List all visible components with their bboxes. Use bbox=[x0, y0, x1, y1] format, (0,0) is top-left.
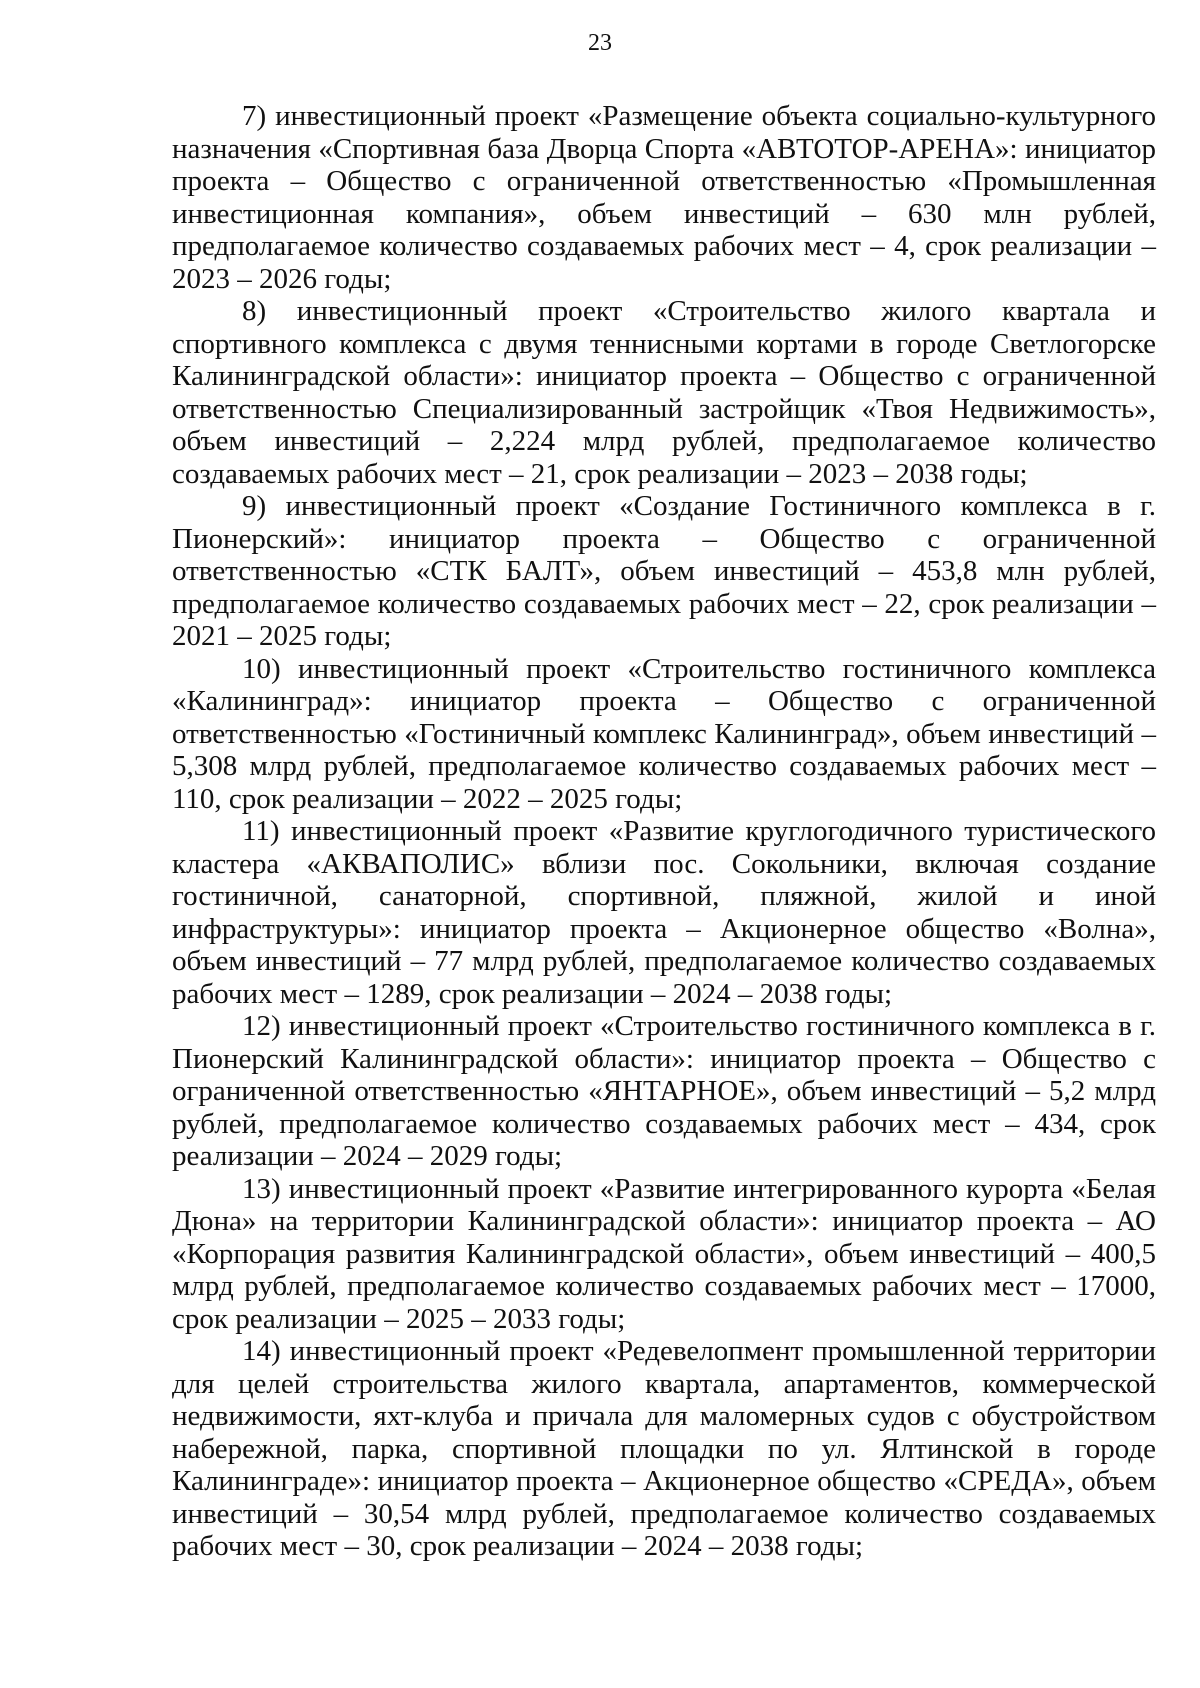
list-item-14: 14) инвестиционный проект «Редевелопмент промышленной территории для целей строительства жилого квартала, апартаментов, коммерческой недвижимости, яхт-клуба и причала для маломерных судов с обустройством набережной, парка, спортивной площадки по ул. Ялтинской в городе Калининграде»: инициатор проекта – Акционерное общество «СРЕДА», объем инвестиций – 30,54 млрд рублей, предполагаемое количество создаваемых рабочих мест – 30, срок реализации – 2024 – 2038 годы; bbox=[172, 1335, 1156, 1562]
list-item-8: 8) инвестиционный проект «Строительство жилого квартала и спортивного комплекса с двумя теннисными кортами в городе Светлогорске Калининградской области»: инициатор проекта – Общество с ограниченной ответственностью Специализированный застройщик «Твоя Недвижимость», объем инвестиций – 2,224 млрд рублей, предполагаемое количество создаваемых рабочих мест – 21, срок реализации – 2023 – 2038 годы; bbox=[172, 295, 1156, 490]
document-body bbox=[172, 100, 1156, 1563]
list-item-12: 12) инвестиционный проект «Строительство гостиничного комплекса в г. Пионерский Калининградской области»: инициатор проекта – Общество с ограниченной ответственностью «ЯНТАРНОЕ», объем инвестиций – 5,2 млрд рублей, предполагаемое количество создаваемых рабочих мест – 434, срок реализации – 2024 – 2029 годы; bbox=[172, 1010, 1156, 1172]
list-item-10: 10) инвестиционный проект «Строительство гостиничного комплекса «Калининград»: инициатор проекта – Общество с ограниченной ответственностью «Гостиничный комплекс Калининград», объем инвестиций – 5,308 млрд рублей, предполагаемое количество создаваемых рабочих мест – 110, срок реализации – 2022 – 2025 годы; bbox=[172, 652, 1156, 815]
list-item-9: 9) инвестиционный проект «Создание Гостиничного комплекса в г. Пионерский»: инициатор проекта – Общество с ограниченной ответственностью «СТК БАЛТ», объем инвестиций – 453,8 млн рублей, предполагаемое количество создаваемых рабочих мест – 22, срок реализации – 2021 – 2025 годы; bbox=[172, 490, 1156, 652]
list-item-11: 11) инвестиционный проект «Развитие круглогодичного туристического кластера «АКВАПОЛИС» вблизи пос. Сокольники, включая создание гостиничной, санаторной, спортивной, пляжной, жилой и иной инфраструктуры»: инициатор проекта – Акционерное общество «Волна», объем инвестиций – 77 млрд рублей, предполагаемое количество создаваемых рабочих мест – 1289, срок реализации – 2024 – 2038 годы; bbox=[172, 815, 1156, 1010]
list-item-13: 13) инвестиционный проект «Развитие интегрированного курорта «Белая Дюна» на территории Калининградской области»: инициатор проекта – АО «Корпорация развития Калининградской области», объем инвестиций – 400,5 млрд рублей, предполагаемое количество создаваемых рабочих мест – 17000, срок реализации – 2025 – 2033 годы; bbox=[172, 1172, 1156, 1335]
page-number: 23 bbox=[588, 30, 612, 56]
list-item-7: 7) инвестиционный проект «Размещение объекта социально-культурного назначения «Спортивная база Дворца Спорта «АВТОТОР-АРЕНА»: инициатор проекта – Общество с ограниченной ответственностью «Промышленная инвестиционная компания», объем инвестиций – 630 млн рублей, предполагаемое количество создаваемых рабочих мест – 4, срок реализации – 2023 – 2026 годы; bbox=[172, 100, 1156, 295]
